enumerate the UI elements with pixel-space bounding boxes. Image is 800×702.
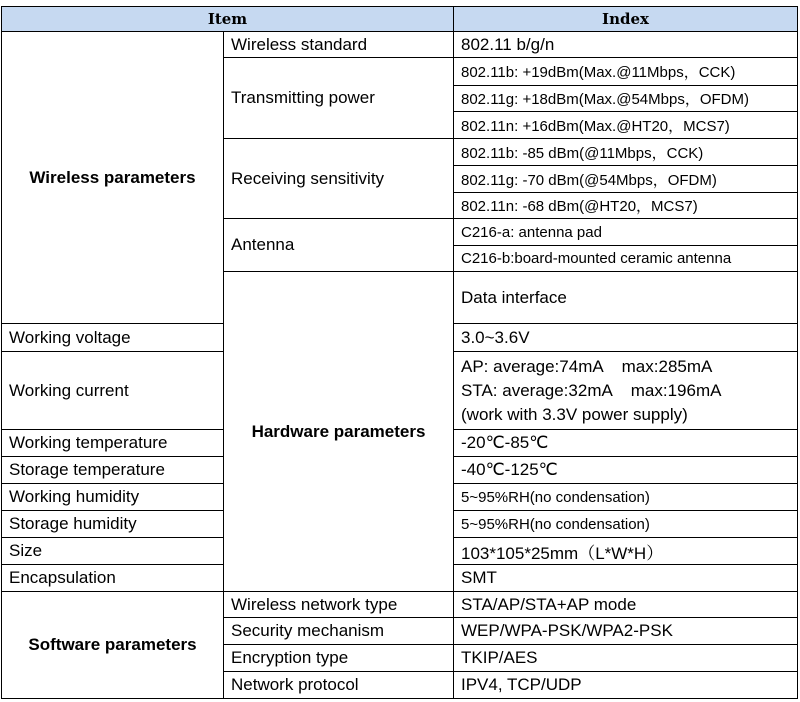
item-label: Working current	[2, 352, 224, 430]
table-row	[2, 32, 798, 58]
item-label: Storage humidity	[2, 511, 224, 538]
group-label-hardware: Hardware parameters	[224, 272, 454, 592]
item-value: STA/AP/STA+AP mode	[454, 592, 798, 618]
item-label: Working humidity	[2, 484, 224, 511]
item-value: 802.11g: +18dBm(Max.@54Mbps，OFDM)	[454, 86, 798, 112]
value-line: STA: average:32mA max:196mA	[461, 380, 722, 400]
item-value: IPV4, TCP/UDP	[454, 672, 798, 699]
item-value: C216-b:board-mounted ceramic antenna	[454, 246, 798, 272]
value-line: (work with 3.3V power supply)	[461, 404, 688, 424]
item-value: 103*105*25mm（L*W*H）	[454, 538, 798, 565]
item-value: -40℃-125℃	[454, 457, 798, 484]
item-label: Wireless network type	[224, 592, 454, 618]
value-line: AP: average:74mA max:285mA	[461, 356, 713, 376]
item-value: -20℃-85℃	[454, 430, 798, 457]
item-label: Data interface	[454, 272, 798, 324]
item-label: Working temperature	[2, 430, 224, 457]
item-label: Storage temperature	[2, 457, 224, 484]
item-label: Encapsulation	[2, 565, 224, 592]
item-value: 802.11n: +16dBm(Max.@HT20，MCS7)	[454, 112, 798, 139]
item-value: 802.11 b/g/n	[454, 32, 798, 58]
item-label: Wireless standard	[224, 32, 454, 58]
item-value: 802.11b: -85 dBm(@11Mbps，CCK)	[454, 139, 798, 166]
item-label: Transmitting power	[224, 58, 454, 139]
item-label: Size	[2, 538, 224, 565]
item-value: SMT	[454, 565, 798, 592]
spec-table	[1, 6, 798, 699]
group-label-wireless: Wireless parameters	[2, 32, 224, 324]
item-label: Working voltage	[2, 324, 224, 352]
table-row	[2, 592, 798, 618]
item-value: 3.0~3.6V	[454, 324, 798, 352]
item-value: C216-a: antenna pad	[454, 219, 798, 246]
item-value: 5~95%RH(no condensation)	[454, 484, 798, 511]
item-value: TKIP/AES	[454, 645, 798, 672]
item-value: WEP/WPA-PSK/WPA2-PSK	[454, 618, 798, 645]
group-label-software: Software parameters	[2, 592, 224, 699]
item-value-multiline	[454, 352, 798, 430]
header-item: Item	[2, 7, 454, 32]
item-label: Network protocol	[224, 672, 454, 699]
item-label: Receiving sensitivity	[224, 139, 454, 219]
item-value: 5~95%RH(no condensation)	[454, 511, 798, 538]
item-label: Security mechanism	[224, 618, 454, 645]
item-value: 802.11n: -68 dBm(@HT20，MCS7)	[454, 193, 798, 219]
table-header-row	[2, 7, 798, 32]
header-index: Index	[454, 7, 798, 32]
item-value: 802.11g: -70 dBm(@54Mbps，OFDM)	[454, 166, 798, 193]
item-value: 802.11b: +19dBm(Max.@11Mbps，CCK)	[454, 58, 798, 86]
item-label: Antenna	[224, 219, 454, 272]
item-label: Encryption type	[224, 645, 454, 672]
